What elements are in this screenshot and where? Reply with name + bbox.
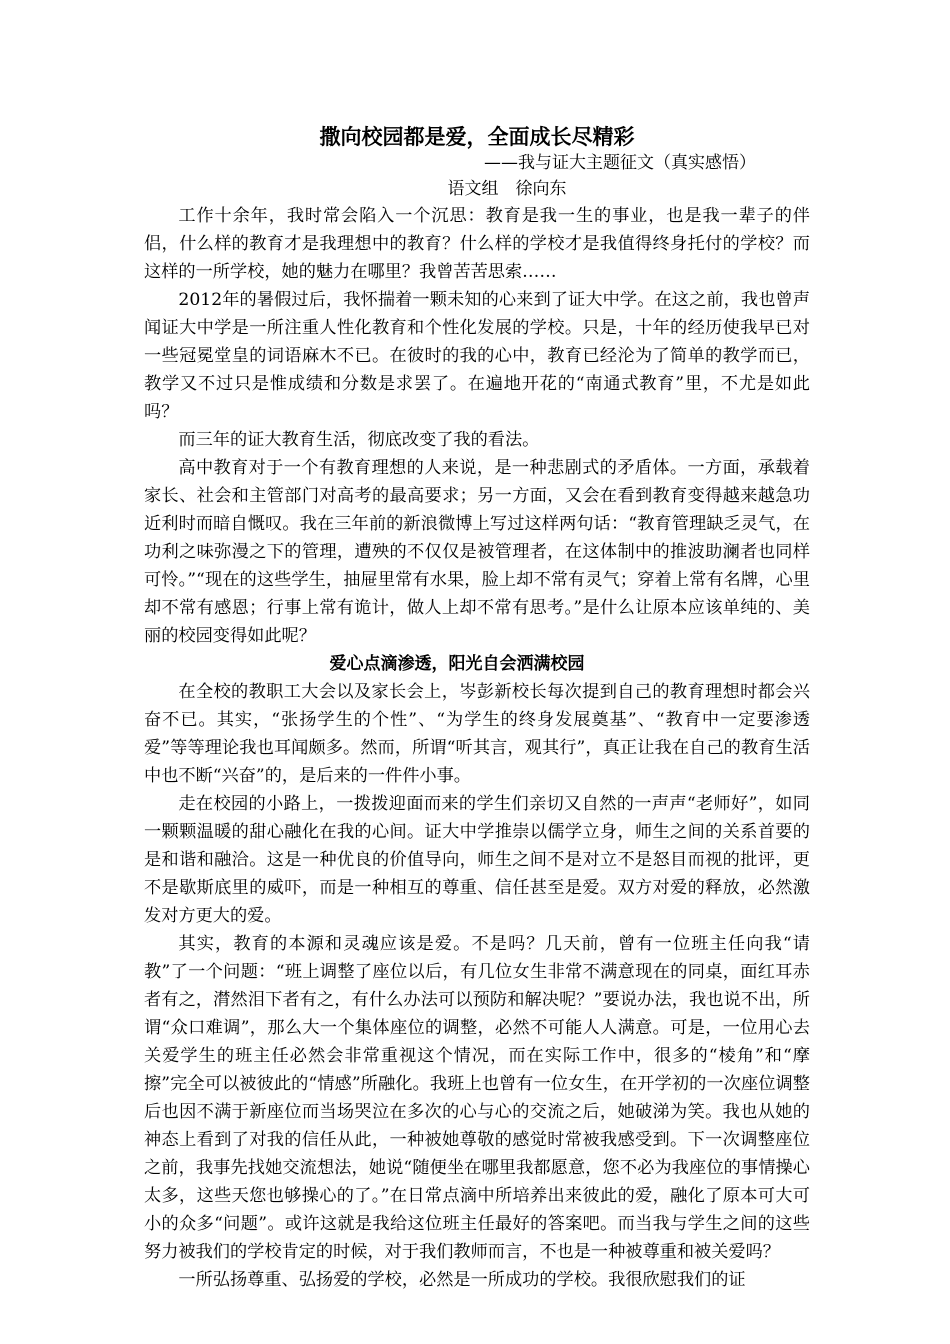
paragraph: 而三年的证大教育生活，彻底改变了我的看法。: [178, 430, 540, 450]
paragraph: 工作十余年，我时常会陷入一个沉思：教育是我一生的事业，也是我一辈子的伴侣，什么样的教育才是我理想中的教育？什么样的学校才是我值得终身托付的学校？而这样的一所学校，她的魅力在哪里？我曾苦苦思索……: [144, 206, 810, 282]
paragraph: 2012年的暑假过后，我怀揣着一颗未知的心来到了证大中学。在这之前，我也曾声闻证大中学是一所注重人性化教育和个性化发展的学校。只是，十年的经历使我早已对一些冠冕堂皇的词语麻木不已。在彼时的我的心中，教育已经沦为了简单的教学而已，教学又不过只是惟成绩和分数是求罢了。在遍地开花的“南通式教育”里，不尤是如此吗？: [144, 290, 810, 422]
document-title: 撒向校园都是爱，全面成长尽精彩: [319, 125, 635, 149]
paragraph: 一所弘扬尊重、弘扬爱的学校，必然是一所成功的学校。我很欣慰我们的证: [178, 1270, 746, 1290]
paragraph: 高中教育对于一个有教育理想的人来说，是一种悲剧式的矛盾体。一方面，承载着家长、社会和主管部门对高考的最高要求；另一方面，又会在看到教育变得越来越急功近利时而暗自慨叹。我在三年前的新浪微博上写过这样两句话：“教育管理缺乏灵气，在功利之味弥漫之下的管理，遭殃的不仅仅是被管理者，在这体制中的推波助澜者也同样可怜。”“现在的这些学生，抽屉里常有水果，脸上却不常有灵气；穿着上常有名牌，心里却不常有感恩；行事上常有诡计，做人上却不常有思考。”是什么让原本应该单纯的、美丽的校园变得如此呢？: [144, 458, 810, 646]
paragraph: 走在校园的小路上，一拨拨迎面而来的学生们亲切又自然的一声声“老师好”，如同一颗颗温暖的甜心融化在我的心间。证大中学推崇以儒学立身，师生之间的关系首要的是和谐和融洽。这是一种优良的价值导向，师生之间不是对立不是怒目而视的批评，更不是歇斯底里的威吓，而是一种相互的尊重、信任甚至是爱。双方对爱的释放，必然激发对方更大的爱。: [144, 794, 810, 926]
document-body: [144, 124, 810, 1294]
document-author: 语文组 徐向东: [447, 179, 567, 199]
section-heading: 爱心点滴渗透，阳光自会洒满校园: [329, 654, 585, 674]
paragraph: 其实，教育的本源和灵魂应该是爱。不是吗？几天前，曾有一位班主任向我“请教”了一个问题：“班上调整了座位以后，有几位女生非常不满意现在的同桌，面红耳赤者有之，潸然泪下者有之，有什么办法可以预防和解决呢？”要说办法，我也说不出，所谓“众口难调”，那么大一个集体座位的调整，必然不可能人人满意。可是，一位用心去关爱学生的班主任必然会非常重视这个情况，而在实际工作中，很多的“棱角”和“摩擦”完全可以被彼此的“情感”所融化。我班上也曾有一位女生，在开学初的一次座位调整后也因不满于新座位而当场哭泣在多次的心与心的交流之后，她破涕为笑。我也从她的神态上看到了对我的信任从此，一种被她尊敬的感觉时常被我感受到。下一次调整座位之前，我事先找她交流想法，她说“随便坐在哪里我都愿意，您不必为我座位的事情操心太多，这些天您也够操心的了。”在日常点滴中所培养出来彼此的爱，融化了原本可大可小的众多“问题”。或许这就是我给这位班主任最好的答案吧。而当我与学生之间的这些努力被我们的学校肯定的时候，对于我们教师而言，不也是一种被尊重和被关爱吗？: [144, 934, 810, 1262]
paragraph: 在全校的教职工大会以及家长会上，岑彭新校长每次提到自己的教育理想时都会兴奋不已。其实，“张扬学生的个性”、“为学生的终身发展奠基”、“教育中一定要渗透爱”等等理论我也耳闻颇多。然而，所谓“听其言，观其行”，真正让我在自己的教育生活中也不断“兴奋”的，是后来的一件件小事。: [144, 682, 810, 786]
document-subtitle: ——我与证大主题征文（真实感悟）: [484, 153, 756, 173]
